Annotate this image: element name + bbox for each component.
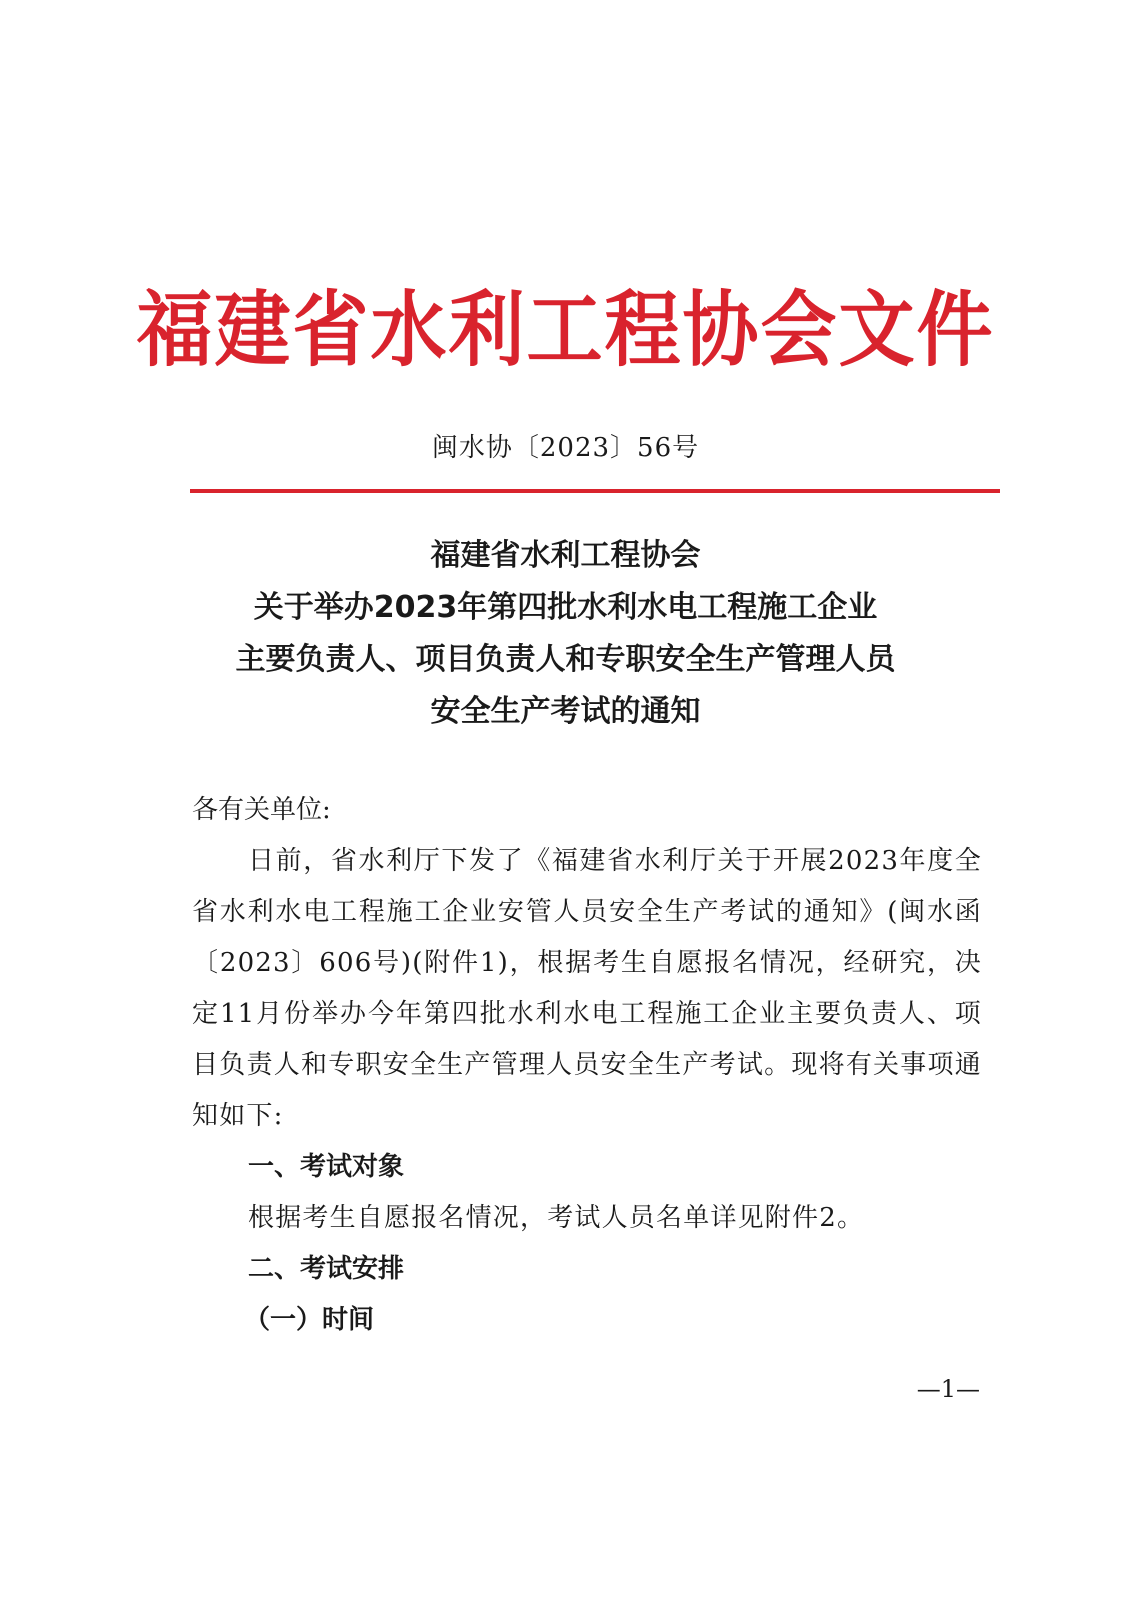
document-number: 闽水协〔2023〕56号 (431, 433, 700, 463)
section-1-heading: 一、考试对象 (248, 1152, 405, 1182)
title-line-3: 主要负责人、项目负责人和专职安全生产管理人员 (235, 642, 896, 677)
title-line-2: 关于举办2023年第四批水利水电工程施工企业 (253, 590, 878, 625)
title-line-4: 安全生产考试的通知 (430, 694, 701, 729)
notice-body (192, 785, 982, 1346)
title-line-1: 福建省水利工程协会 (430, 538, 701, 573)
notice-title (120, 530, 1011, 738)
salutation: 各有关单位: (192, 795, 331, 825)
section-1-text: 根据考生自愿报名情况，考试人员名单详见附件2。 (248, 1203, 865, 1233)
red-divider-rule (190, 489, 1000, 493)
org-header-title: 福建省水利工程协会文件 (136, 281, 995, 378)
section-2-heading: 二、考试安排 (248, 1254, 405, 1284)
intro-paragraph: 日前，省水利厅下发了《福建省水利厅关于开展2023年度全省水利水电工程施工企业安管人员安全生产考试的通知》(闽水函〔2023〕606号)(附件1)，根据考生自愿报名情况，经研究，决定11月份举办今年第四批水利水电工程施工企业主要负责人、项目负责人和专职安全生产管理人员安全生产考试。现将有关事项通知如下: (192, 846, 982, 1131)
section-2-subheading-time: （一）时间 (244, 1305, 375, 1335)
page-number: —1— (916, 1375, 980, 1403)
